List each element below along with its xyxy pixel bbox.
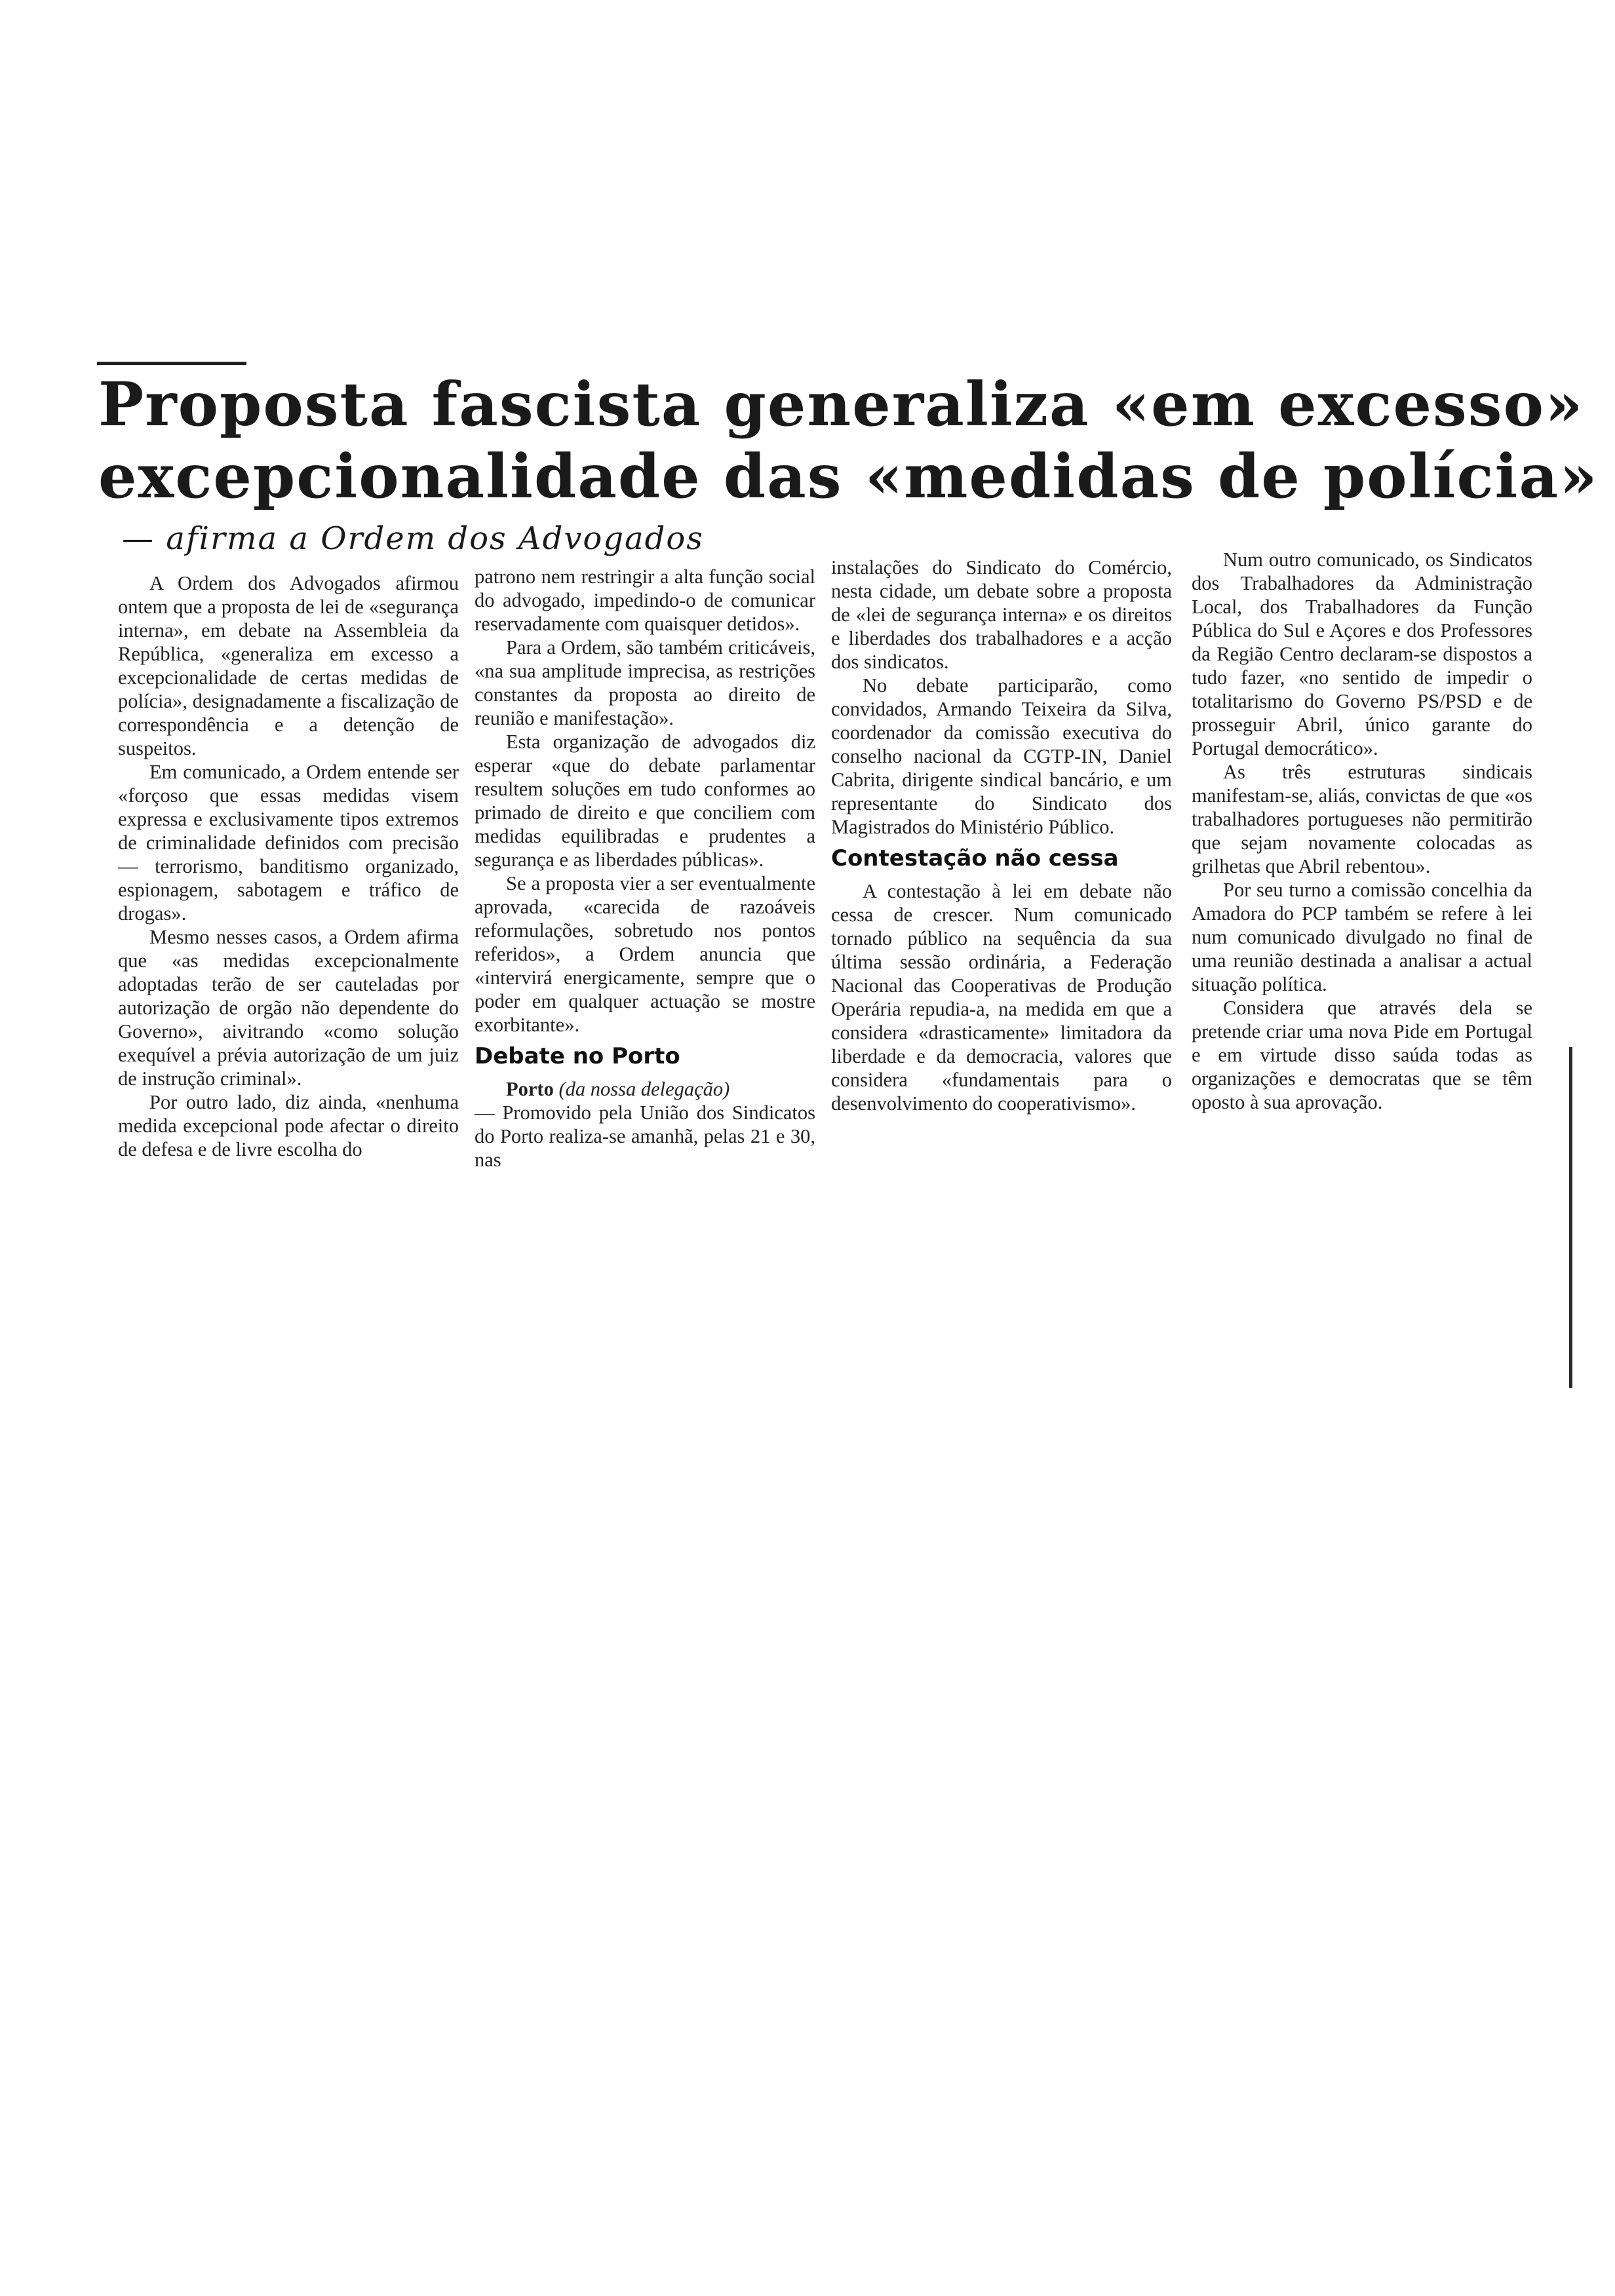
paragraph: — Promovido pela União dos Sindicatos do Porto realiza-se amanhã, pelas 21 e 30, nas — [475, 1101, 815, 1171]
headline — [98, 368, 1599, 512]
headline-rule — [97, 362, 246, 365]
paragraph: patrono nem restringir a alta função social do advogado, impedindo-o de comunicar reservadamente com quaisquer detidos». — [475, 565, 815, 635]
dateline — [475, 1077, 815, 1101]
subheadline: — afirma a Ordem dos Advogados — [122, 520, 704, 557]
paragraph: Esta organização de advogados diz esperar «que do debate parlamentar resultem soluções em tudo conformes ao primado de direito e que conciliem com medidas equilibradas e prudentes a segurança e as liberdades públicas». — [475, 731, 815, 871]
paragraph: A contestação à lei em debate não cessa de crescer. Num comunicado tornado público na sequência da sua última sessão ordinária, a Federação Nacional das Cooperativas de Produção Operária repudia-a, na medida em que a considera «drasticamente» limitadora da liberdade e da democracia, valores que considera «fundamentais para o desenvolvimento do cooperativismo». — [831, 880, 1172, 1115]
dateline-source: (da nossa delegação) — [558, 1078, 730, 1100]
article-column-2 — [475, 565, 815, 1172]
dateline-place: Porto — [506, 1078, 554, 1100]
section-heading-debate-porto: Debate no Porto — [475, 1043, 680, 1069]
headline-line-1: Proposta fascista generaliza «em excesso» — [98, 369, 1584, 440]
paragraph: Num outro comunicado, os Sindicatos dos Trabalhadores da Administração Local, dos Trabalhadores da Função Pública do Sul e Açores e dos Professores da Região Centro declaram-se dispostos a tudo fazer, «no sentido de impedir o totalitarismo do Governo PS/PSD e de prosseguir Abril, único garante do Portugal democrático». — [1192, 548, 1532, 759]
paragraph: Se a proposta vier a ser eventualmente aprovada, «carecida de razoáveis reformulações, sobretudo nos pontos referidos», a Ordem anuncia que «intervirá energicamente, sempre que o poder em qualquer actuação se mostre exorbitante». — [475, 872, 815, 1036]
paragraph: Considera que através dela se pretende criar uma nova Pide em Portugal e em virtude disso saúda todas as organizações e democratas que se têm oposto à sua aprovação. — [1192, 997, 1532, 1113]
margin-bar — [1569, 1047, 1572, 1388]
section-heading-contestacao: Contestação não cessa — [831, 845, 1119, 871]
paragraph: instalações do Sindicato do Comércio, nesta cidade, um debate sobre a proposta de «lei de segurança interna» e os direitos e liberdades dos trabalhadores e a acção dos sindicatos. — [831, 556, 1172, 673]
article-column-3 — [831, 556, 1172, 1115]
article-column-1 — [118, 571, 459, 1161]
paragraph: No debate participarão, como convidados, Armando Teixeira da Silva, coordenador da comissão executiva do conselho nacional da CGTP-IN, Daniel Cabrita, dirigente sindical bancário, e um representante do Sindicato dos Magistrados do Ministério Público. — [831, 674, 1172, 838]
paragraph: Por seu turno a comissão concelhia da Amadora do PCP também se refere à lei num comunicado divulgado no final de uma reunião destinada a analisar a actual situação política. — [1192, 879, 1532, 995]
paragraph: Em comunicado, a Ordem entende ser «forçoso que essas medidas visem expressa e exclusivamente tipos extremos de criminalidade definidos com precisão — terrorismo, banditismo organizado, espionagem, sabotagem e tráfico de drogas». — [118, 761, 459, 925]
paragraph: Para a Ordem, são também criticáveis, «na sua amplitude imprecisa, as restrições constantes da proposta ao direito de reunião e manifestação». — [475, 636, 815, 729]
paragraph: A Ordem dos Advogados afirmou ontem que a proposta de lei de «segurança interna», em debate na Assembleia da República, «generaliza em excesso a excepcionalidade de certas medidas de polícia», designadamente a fiscalização de correspondência e a detenção de suspeitos. — [118, 572, 459, 759]
paragraph: Mesmo nesses casos, a Ordem afirma que «as medidas excepcionalmente adoptadas terão de ser cauteladas por autorização de orgão não dependente do Governo», aivitrando «como solução exequível a prévia autorização de um juiz de instrução criminal». — [118, 926, 459, 1090]
headline-line-2: excepcionalidade das «medidas de polícia» — [98, 441, 1599, 512]
paragraph: As três estruturas sindicais manifestam-se, aliás, convictas de que «os trabalhadores portugueses não permitirão que sejam novamente colocadas as grilhetas que Abril rebentou». — [1192, 761, 1532, 877]
article-column-4 — [1192, 548, 1532, 1114]
paragraph: Por outro lado, diz ainda, «nenhuma medida excepcional pode afectar o direito de defesa e de livre escolha do — [118, 1091, 459, 1160]
